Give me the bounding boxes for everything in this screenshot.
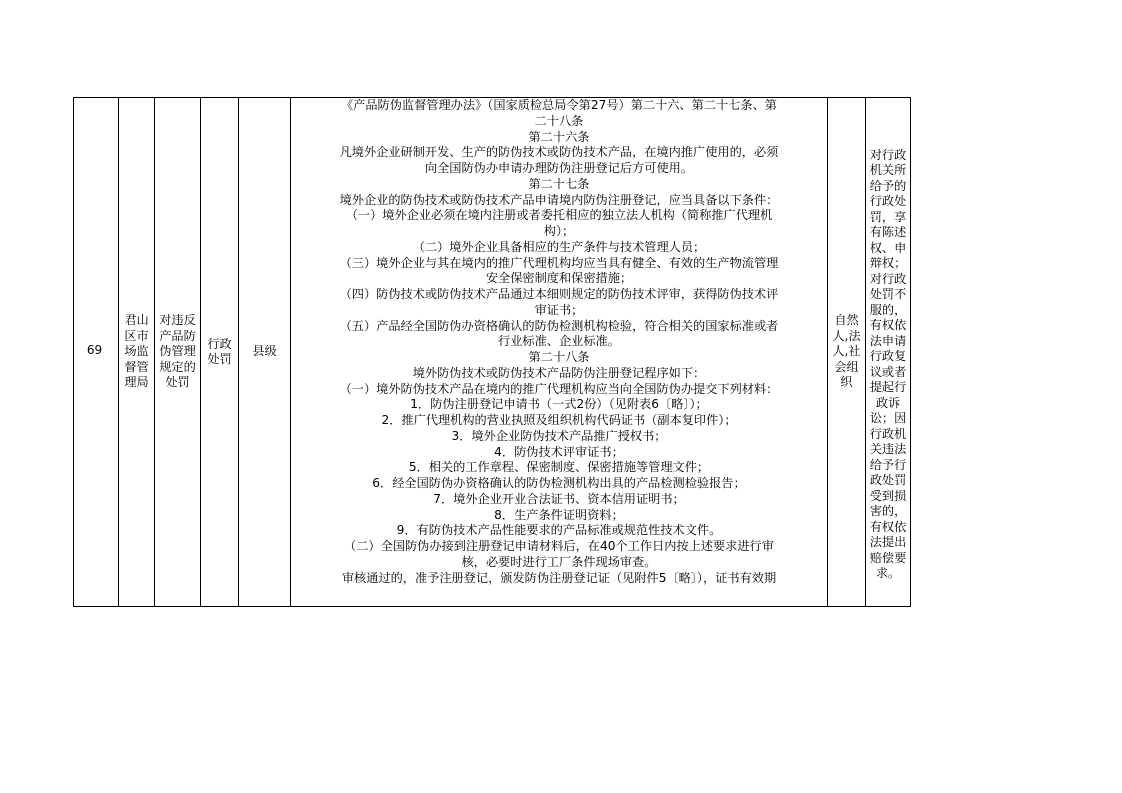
legal-basis-cell <box>291 98 828 607</box>
legal-basis-text <box>291 98 827 606</box>
power-type-cell <box>201 98 239 607</box>
row-number: 69 <box>86 343 103 358</box>
rights-line: 讼；因 <box>869 411 907 425</box>
legal-basis-line: 构）； <box>543 224 575 238</box>
rights-line: 对行政 <box>869 147 907 162</box>
legal-basis-line: 二十八条 <box>534 113 584 128</box>
level-text: 县级 <box>252 344 277 359</box>
item-name-line: 处罚 <box>165 375 190 390</box>
legal-basis-line: 凡境外企业研制开发、生产的防伪技术或防伪技术产品，在境内推广使用的，必须 <box>339 145 779 160</box>
legal-basis-line: （四）防伪技术或防伪技术产品通过本细则规定的防伪技术评审，获得防伪技术评 <box>339 287 779 301</box>
rights-line: 给予的 <box>869 178 907 193</box>
department-line: 督管 <box>124 359 149 374</box>
legal-basis-line: 8．生产条件证明资料； <box>494 507 624 522</box>
regulation-table <box>73 97 911 607</box>
legal-basis-line: 审证书； <box>534 302 584 317</box>
rights-line: 机关所 <box>869 163 907 177</box>
item-name-line: 对违反 <box>159 313 196 328</box>
legal-basis-line: 第二十八条 <box>528 350 590 364</box>
legal-basis-line: （二）全国防伪办接到注册登记申请材料后，在40个工作日内按上述要求进行审 <box>344 539 774 553</box>
rights-line: 给予行 <box>869 457 907 472</box>
rights-line: 罚，享 <box>869 209 907 224</box>
subject-line: 织 <box>840 375 853 390</box>
item-name-line: 规定的 <box>159 359 196 374</box>
legal-basis-line: 第二十七条 <box>528 176 590 191</box>
rights-line: 关违法 <box>869 442 907 456</box>
legal-basis-line: 2．推广代理机构的营业执照及组织机构代码证书（副本复印件）； <box>381 413 737 427</box>
legal-basis-line: 核，必要时进行工厂条件现场审查。 <box>461 554 657 569</box>
legal-basis-line: 向全国防伪办申请办理防伪注册登记后方可使用。 <box>424 161 694 175</box>
rights-line: 赔偿要 <box>869 550 907 565</box>
item-name-line: 产品防 <box>159 328 196 343</box>
rights-line: 政诉 <box>875 395 901 410</box>
item-name-cell <box>155 98 201 607</box>
rights-line: 政处罚 <box>869 473 907 487</box>
rights-cell <box>866 98 911 607</box>
legal-basis-line: （五）产品经全国防伪办资格确认的防伪检测机构检验，符合相关的国家标准或者 <box>339 318 779 333</box>
rights-line: 法提出 <box>869 535 907 549</box>
rights-line: 法申请 <box>869 333 907 348</box>
legal-basis-line: （一）境外企业必须在境内注册或者委托相应的独立法人机构（简称推广代理机 <box>345 208 773 223</box>
rights-line: 处罚不 <box>869 287 907 301</box>
legal-basis-line: 4．防伪技术评审证书； <box>494 444 624 459</box>
legal-basis-line: 审核通过的，准予注册登记，颁发防伪注册登记证（见附件5〔略〕），证书有效期 <box>341 570 777 585</box>
department-line: 区市 <box>124 328 149 343</box>
legal-basis-line: 7．境外企业开业合法证书、资本信用证明书； <box>433 491 685 506</box>
department-line: 君山 <box>124 313 149 328</box>
row-number-cell <box>74 98 119 607</box>
legal-basis-line: 境外企业的防伪技术或防伪技术产品申请境内防伪注册登记，应当具备以下条件： <box>339 192 779 207</box>
level-cell <box>239 98 291 607</box>
legal-basis-line: 9．有防伪技术产品性能要求的产品标准或规范性技术文件。 <box>396 523 722 538</box>
legal-basis-line: （二）境外企业具备相应的生产条件与技术管理人员； <box>412 239 706 254</box>
rights-line: 辩权； <box>869 256 907 270</box>
rights-line: 议或者 <box>869 364 907 379</box>
legal-basis-line: （一）境外防伪技术产品在境内的推广代理机构应当向全国防伪办提交下列材料： <box>339 381 779 396</box>
legal-basis-line: 第二十六条 <box>528 129 590 144</box>
rights-line: 有陈述 <box>869 225 907 239</box>
rights-line: 求。 <box>875 566 901 580</box>
department-cell <box>119 98 155 607</box>
subject-cell <box>828 98 866 607</box>
rights-line: 受到损 <box>869 488 907 503</box>
legal-basis-line: 安全保密制度和保密措施； <box>485 271 633 286</box>
legal-basis-line: 行业标准、企业标准。 <box>498 334 620 349</box>
legal-basis-line: 5．相关的工作章程、保密制度、保密措施等管理文件； <box>408 460 710 475</box>
rights-line: 行政处 <box>869 194 907 208</box>
subject-line: 会组 <box>834 359 859 374</box>
rights-text <box>866 123 910 582</box>
legal-basis-line: 3．境外企业防伪技术产品推广授权书； <box>451 428 667 443</box>
subject-line: 人,社 <box>832 344 861 359</box>
rights-line: 行政复 <box>869 349 907 363</box>
rights-line: 害的， <box>869 504 907 518</box>
legal-basis-line: 境外防伪技术或防伪技术产品防伪注册登记程序如下： <box>412 365 706 380</box>
rights-line: 行政机 <box>869 426 907 441</box>
rights-line: 有权依 <box>869 519 907 534</box>
rights-line: 对行政 <box>869 271 907 286</box>
power-type-line: 行政 <box>207 336 232 351</box>
rights-line: 服的， <box>869 302 907 317</box>
legal-basis-line: 《产品防伪监督管理办法》（国家质检总局令第27号）第二十六、第二十七条、第 <box>341 98 777 112</box>
rights-line: 提起行 <box>869 380 907 394</box>
table-row <box>74 98 911 607</box>
rights-line: 权、申 <box>869 240 907 255</box>
subject-line: 自然 <box>834 313 859 328</box>
legal-basis-line: 1．防伪注册登记申请书（一式2份）（见附表6〔略〕）； <box>410 397 708 412</box>
legal-basis-line: （三）境外企业与其在境内的推广代理机构均应当具有健全、有效的生产物流管理 <box>339 255 779 270</box>
power-type-line: 处罚 <box>207 352 232 366</box>
item-name-line: 伪管理 <box>159 344 196 359</box>
subject-line: 人,法 <box>832 328 861 343</box>
department-line: 场监 <box>124 344 149 359</box>
legal-basis-line: 6．经全国防伪办资格确认的防伪检测机构出具的产品检测检验报告； <box>372 476 746 490</box>
department-line: 理局 <box>124 375 149 390</box>
rights-line: 有权依 <box>869 318 907 332</box>
